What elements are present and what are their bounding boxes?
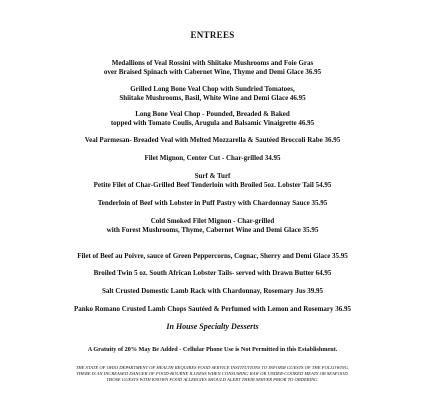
menu-item-line: over Braised Spinach with Cabernet Wine, Thyme and Demi Glace 36.95 (103, 68, 322, 76)
menu-item-line: Broiled Twin 5 oz. South African Lobster Tails- served with Drawn Butter 64.95 (93, 269, 332, 277)
menu-item-line: Long Bone Veal Chop - Pounded, Breaded & Baked (135, 110, 290, 118)
menu-item-veal-rossini (0, 59, 425, 77)
menu-item-line: Grilled Long Bone Veal Chop with Sundried Tomatoes, (130, 85, 295, 93)
gratuity-notice: A Gratuity of 20% May Be Added - Cellular Phone Use is Not Permitted in this Establishment. (87, 346, 338, 353)
menu-item-line: Salt Crusted Domestic Lamb Rack with Chardonnay, Rosemary Jus 39.95 (101, 287, 324, 295)
menu-item-line: Veal Parmesan- Breaded Veal with Melted Mozzarella & Sautéed Broccoli Rabe 36.95 (84, 136, 341, 144)
menu-item-line: Tenderloin of Beef with Lobster in Puff Pastry with Chardonnay Sauce 35.95 (97, 199, 328, 207)
menu-title: ENTREES (190, 30, 235, 40)
health-disclaimer (0, 365, 425, 383)
menu-item-line: Medallions of Veal Rossini with Shiitake Mushrooms and Foie Gras (111, 59, 314, 67)
disclaimer-line: THERE IS AN INCREASED DANGER OF FOOD-BOURNE ILLNESS WHEN CONSUMING RAW OR UNDER-COOKED MEATS OR SEAFOOD. (76, 371, 349, 376)
menu-item-lobster-tails (0, 269, 425, 278)
menu-item-grilled-veal-chop (0, 85, 425, 103)
menu-item-line: Filet Mignon, Center Cut - Char-grilled 34.95 (144, 154, 281, 162)
menu-item-line: Filet of Beef au Poivre, sauce of Green Peppercorns, Cognac, Sherry and Demi Glace 35.95 (77, 252, 348, 260)
specialty-desserts-heading: In House Specialty Desserts (166, 322, 259, 331)
menu-item-surf-and-turf (0, 172, 425, 190)
menu-item-lamb-rack (0, 287, 425, 296)
menu-item-au-poivre (0, 252, 425, 261)
menu-item-lamb-chops (0, 305, 425, 314)
menu-item-breaded-veal-chop (0, 110, 425, 128)
menu-item-filet-mignon (0, 154, 425, 163)
menu-item-cold-smoked-filet (0, 217, 425, 235)
menu-item-line: Surf & Turf (194, 172, 231, 180)
menu-item-line: Petite Filet of Char-Grilled Beef Tenderloin with Broiled 5oz. Lobster Tail 54.95 (93, 181, 332, 189)
menu-item-line: Cold Smoked Filet Mignon - Char-grilled (150, 217, 275, 225)
menu-item-line: topped with Tomato Coulis, Arugula and Balsamic Vinaigrette 46.95 (110, 119, 315, 127)
menu-item-line: Panko Romano Crusted Lamb Chops Sautéed & Perfumed with Lemon and Rosemary 36.95 (73, 305, 352, 313)
menu-item-veal-parmesan (0, 136, 425, 145)
menu-item-line: with Forest Mushrooms, Thyme, Cabernet Wine and Demi Glace 35.95 (106, 226, 319, 234)
menu-item-line: Shiitake Mushrooms, Basil, White Wine and Demi Glace 46.95 (119, 94, 306, 102)
menu-item-tenderloin-puff-pastry (0, 199, 425, 208)
disclaimer-line: THOSE GUESTS WITH KNOWN FOOD ALLERGIES SHOULD ALERT THEIR SERVER PRIOR TO ORDERING. (106, 377, 319, 382)
disclaimer-line: THE STATE OF OHIO DEPARTMENT OF HEALTH REQUIRES FOOD SERVICE INSTITUTIONS TO INFORM GUESTS OF THE FOLLOWING. (75, 365, 350, 370)
